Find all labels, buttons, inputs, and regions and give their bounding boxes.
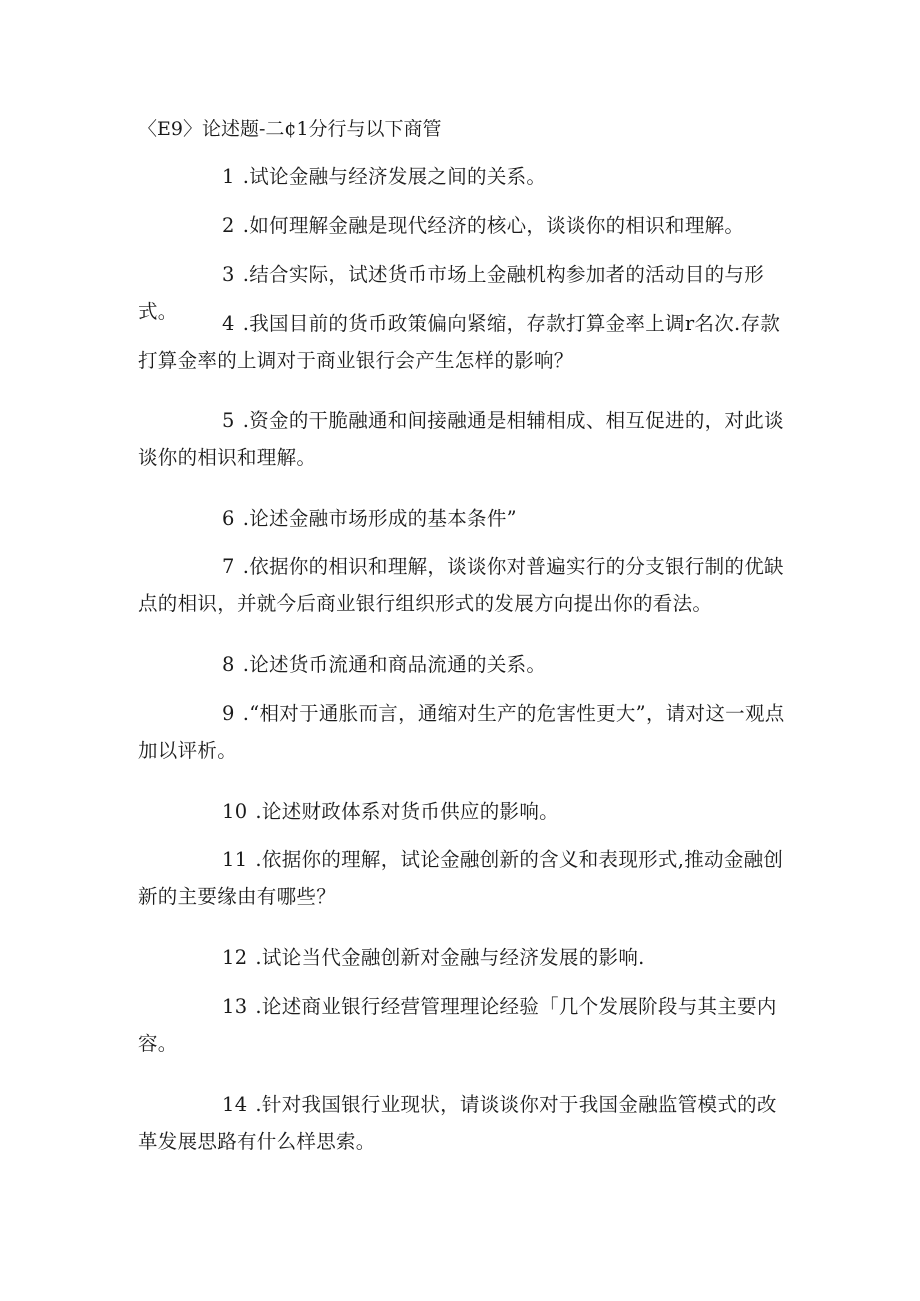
question-item: [138, 939, 788, 976]
question-number: 6: [222, 507, 235, 530]
question-number: 2: [222, 214, 235, 237]
question-text: .论述商业银行经营管理理论经验「几个发展阶段与其主要内容。: [138, 995, 777, 1055]
question-item: [138, 695, 788, 769]
question-number: 14: [222, 1093, 248, 1116]
question-text: .试论金融与经济发展之间的关系。: [242, 165, 547, 188]
question-item: [138, 500, 788, 537]
question-text: .依据你的理解，试论金融创新的含义和表现形式,推动金融创新的主要缘由有哪些？: [138, 848, 784, 908]
question-item: [138, 158, 788, 195]
question-text: .“相对于通胀而言，通缩对生产的危害性更大”，请对这一观点加以评析。: [138, 702, 785, 762]
question-item: [138, 646, 788, 683]
question-number: 7: [222, 555, 235, 578]
question-text: .论述财政体系对货币供应的影响。: [255, 800, 559, 823]
question-number: 5: [222, 409, 235, 432]
question-text: .我国目前的货币政策偏向紧缩，存款打算金率上调r名次.存款打算金率的上调对于商业银行会产生怎样的影响？: [138, 312, 781, 372]
question-number: 11: [222, 848, 248, 871]
question-text: .如何理解金融是现代经济的核心，谈谈你的相识和理解。: [242, 214, 745, 237]
question-text: .资金的干脆融通和间接融通是相辅相成、相互促进的，对此谈谈你的相识和理解。: [138, 409, 784, 469]
question-number: 12: [222, 946, 248, 969]
question-item: [138, 548, 788, 622]
document-heading: 〈E9〉论述题-二¢1分行与以下商管: [138, 118, 442, 140]
question-item: [138, 305, 788, 379]
question-item: [138, 402, 788, 476]
question-number: 1: [222, 165, 235, 188]
question-text: .论述金融市场形成的基本条件”: [242, 507, 517, 530]
question-item: [138, 988, 788, 1062]
question-number: 3: [222, 263, 235, 286]
question-text: .针对我国银行业现状，请谈谈你对于我国金融监管模式的改革发展思路有什么样思索。: [138, 1093, 777, 1153]
question-text: .试论当代金融创新对金融与经济发展的影响.: [255, 946, 645, 969]
question-text: .论述货币流通和商品流通的关系。: [242, 653, 547, 676]
question-text: .结合实际，试述货币市场上金融机构参加者的活动目的与形式。: [138, 263, 765, 323]
question-number: 9: [222, 702, 235, 725]
question-number: 4: [222, 312, 235, 335]
question-item: [138, 1086, 788, 1160]
question-number: 13: [222, 995, 248, 1018]
question-number: 10: [222, 800, 248, 823]
question-item: [138, 793, 788, 830]
question-item: [138, 207, 788, 244]
question-number: 8: [222, 653, 235, 676]
question-text: .依据你的相识和理解，谈谈你对普遍实行的分支银行制的优缺点的相识，并就今后商业银行组织形式的发展方向提出你的看法。: [138, 555, 784, 615]
question-item: [138, 841, 788, 915]
